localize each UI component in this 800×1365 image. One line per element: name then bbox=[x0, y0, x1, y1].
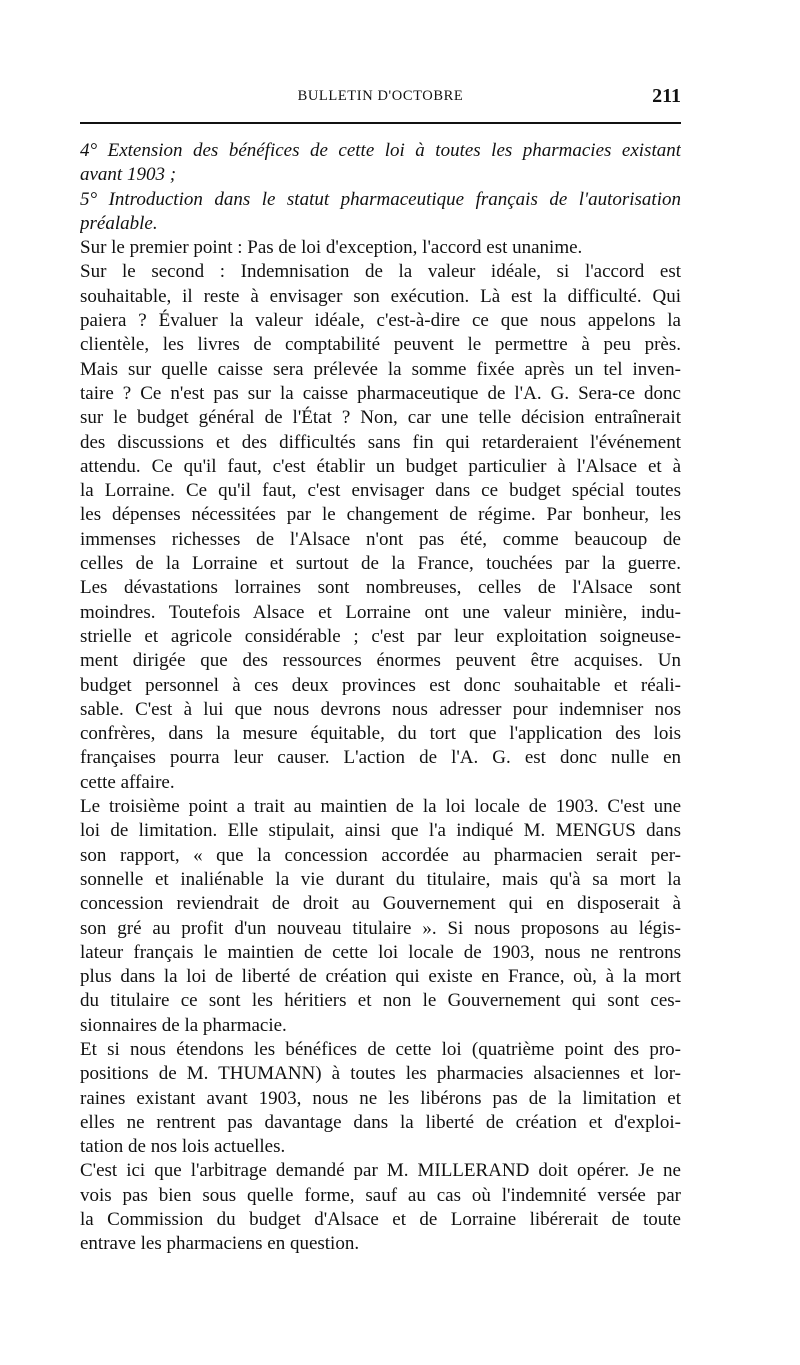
text-line: sonnelle et inaliénable la vie durant du titulaire, mais qu'à sa mort la bbox=[80, 868, 681, 890]
text-line: ment dirigée que des ressources énormes peuvent être acquises. Un bbox=[80, 650, 681, 672]
text-line: sur le budget général de l'État ? Non, car une telle décision entraînerait bbox=[80, 407, 681, 429]
text-line: paiera ? Évaluer la valeur idéale, c'est-à-dire ce que nous appelons la bbox=[80, 310, 681, 332]
text-line: strielle et agricole considérable ; c'est par leur exploitation soigneuse- bbox=[80, 625, 681, 647]
page-header bbox=[80, 86, 681, 110]
text-line: les dépenses nécessitées par le changement de régime. Par bonheur, les bbox=[80, 504, 681, 526]
text-line: son rapport, « que la concession accordée au pharmacien serait per- bbox=[80, 844, 681, 866]
text-line: C'est ici que l'arbitrage demandé par M. MILLERAND doit opérer. Je ne bbox=[80, 1160, 681, 1182]
text-line: Et si nous étendons les bénéfices de cette loi (quatrième point des pro- bbox=[80, 1038, 681, 1060]
text-line: tation de nos lois actuelles. bbox=[80, 1136, 286, 1158]
text-line: 5° Introduction dans le statut pharmaceutique français de l'autorisation bbox=[80, 188, 681, 210]
text-line: avant 1903 ; bbox=[80, 164, 177, 186]
text-line: des discussions et des difficultés sans fin qui retarderaient l'événement bbox=[80, 431, 681, 453]
text-line: moindres. Toutefois Alsace et Lorraine ont une valeur minière, indu- bbox=[80, 601, 681, 623]
text-line: plus dans la loi de liberté de création qui existe en France, où, à la mort bbox=[80, 966, 681, 988]
text-line: cette affaire. bbox=[80, 771, 175, 793]
text-line: françaises pourra leur causer. L'action de l'A. G. est donc nulle en bbox=[80, 747, 681, 769]
header-rule bbox=[80, 122, 681, 124]
text-line: raines existant avant 1903, nous ne les libérons pas de la limitation et bbox=[80, 1087, 681, 1109]
text-line: Sur le second : Indemnisation de la valeur idéale, si l'accord est bbox=[80, 261, 681, 283]
text-line: elles ne rentrent pas davantage dans la liberté de création et d'exploi- bbox=[80, 1111, 681, 1133]
page-number: 211 bbox=[652, 85, 681, 107]
text-line: sionnaires de la pharmacie. bbox=[80, 1014, 287, 1036]
text-line: Les dévastations lorraines sont nombreuses, celles de l'Alsace sont bbox=[80, 577, 681, 599]
text-line: la Commission du budget d'Alsace et de Lorraine libérerait de toute bbox=[80, 1209, 681, 1231]
text-line: Mais sur quelle caisse sera prélevée la somme fixée après un tel inven- bbox=[80, 358, 681, 380]
text-line: celles de la Lorraine et surtout de la France, touchées par la guerre. bbox=[80, 553, 681, 575]
body-text bbox=[80, 139, 681, 1257]
text-line: souhaitable, il reste à envisager son exécution. Là est la difficulté. Qui bbox=[80, 285, 681, 307]
text-line: vois pas bien sous quelle forme, sauf au cas où l'indemnité versée par bbox=[80, 1184, 681, 1206]
text-line: immenses richesses de l'Alsace n'ont pas été, comme beaucoup de bbox=[80, 528, 681, 550]
text-line: Le troisième point a trait au maintien de la loi locale de 1903. C'est une bbox=[80, 796, 681, 818]
running-title: BULLETIN D'OCTOBRE bbox=[297, 88, 464, 104]
text-line: son gré au profit d'un nouveau titulaire ». Si nous proposons au légis- bbox=[80, 917, 681, 939]
text-line: du titulaire ce sont les héritiers et non le Gouvernement qui sont ces- bbox=[80, 990, 681, 1012]
text-line: Sur le premier point : Pas de loi d'exception, l'accord est unanime. bbox=[80, 237, 583, 259]
text-line: sable. C'est à lui que nous devrons nous adresser pour indemniser nos bbox=[80, 698, 681, 720]
text-line: concession reviendrait de droit au Gouvernement qui en disposerait à bbox=[80, 893, 681, 915]
text-line: préalable. bbox=[80, 212, 158, 234]
text-line: 4° Extension des bénéfices de cette loi à toutes les pharmacies existant bbox=[80, 140, 681, 161]
text-line: positions de M. THUMANN) à toutes les pharmacies alsaciennes et lor- bbox=[80, 1063, 681, 1085]
text-line: lateur français le maintien de cette loi locale de 1903, nous ne rentrons bbox=[80, 941, 681, 963]
text-line: clientèle, les livres de comptabilité peuvent le permettre à peu près. bbox=[80, 334, 681, 356]
text-line: attendu. Ce qu'il faut, c'est établir un budget particulier à l'Alsace et à bbox=[80, 455, 681, 477]
text-line: la Lorraine. Ce qu'il faut, c'est envisager dans ce budget spécial toutes bbox=[80, 480, 681, 502]
text-line: loi de limitation. Elle stipulait, ainsi que l'a indiqué M. MENGUS dans bbox=[80, 820, 681, 842]
text-line: budget personnel à ces deux provinces est donc souhaitable et réali- bbox=[80, 674, 681, 696]
text-line: entrave les pharmaciens en question. bbox=[80, 1233, 360, 1255]
text-line: taire ? Ce n'est pas sur la caisse pharmaceutique de l'A. G. Sera-ce donc bbox=[80, 382, 681, 404]
text-line: confrères, dans la mesure équitable, du tort que l'application des lois bbox=[80, 723, 681, 745]
